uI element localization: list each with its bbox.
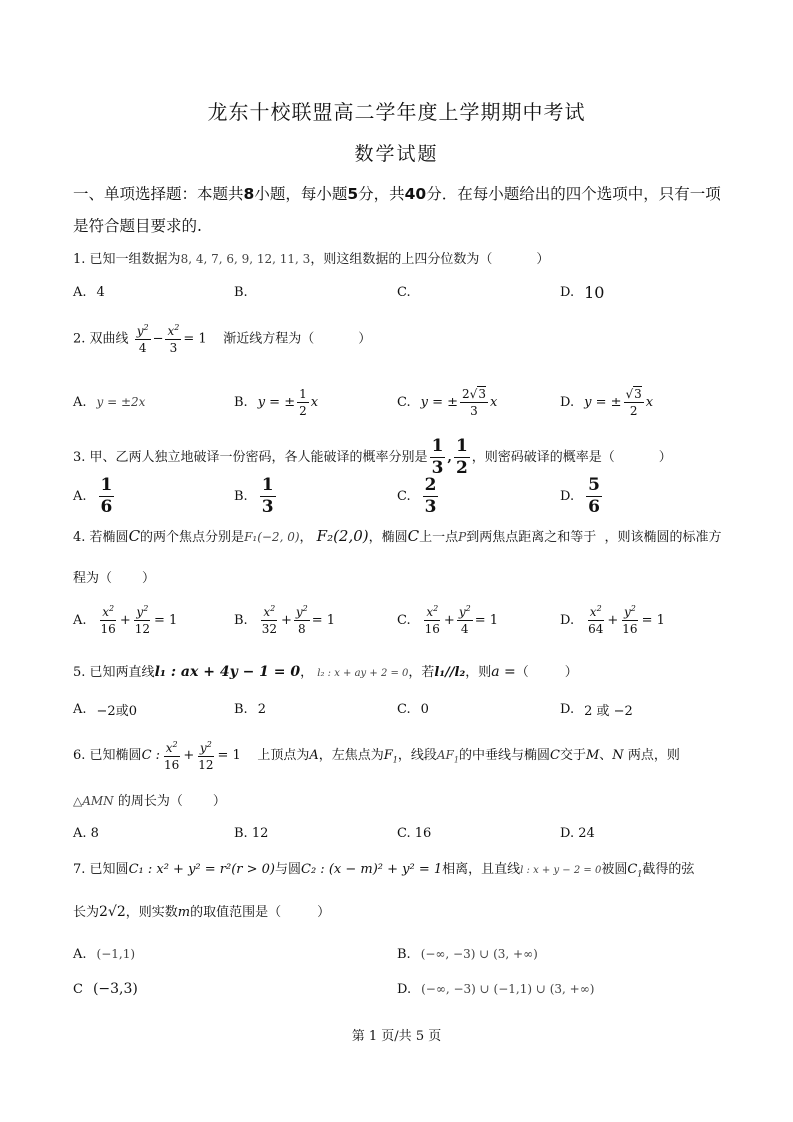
option-value: y = ± [420,394,459,410]
question-number: 4. [73,530,86,545]
question-5-options [73,692,733,726]
section-text: 一、单项选择题：本题共 [73,185,244,203]
paren-close: ） [358,331,372,347]
question-1 [73,249,733,270]
option-value: 8 [90,825,99,841]
option-value: (−∞, −3) ∪ (−1,1) ∪ (3, +∞) [421,982,595,996]
question-number: 2. [73,331,86,347]
section-text: 小题，每小题 [254,185,348,203]
question-text: ，左焦点为 [318,748,384,763]
fraction: $\frac{x^2}{3}$ [167,323,180,355]
option-b[interactable] [234,816,268,850]
line-1: l₁ : ax + 4y − 1 = 0 [154,664,301,680]
option-value: −2或0 [96,703,137,719]
option-label: B. [234,284,248,300]
option-label: A. [73,612,87,628]
option-d[interactable] [397,972,594,1006]
option-d[interactable] [560,816,595,850]
option-b[interactable]: B. y = ± $\frac{1}{2}$ x [234,386,319,418]
option-a[interactable] [73,816,99,850]
option-label: D. [560,825,575,841]
option-value: 24 [578,825,595,841]
data-set: 8, 4, 7, 6, 9, 12, 11, 3 [180,252,311,266]
question-count: 8 [243,185,255,203]
question-2-options [73,385,733,419]
option-label: A. [73,284,87,300]
option-value: (−1,1) [96,947,136,961]
option-value: (−3,3) [92,981,138,997]
option-c[interactable] [397,474,440,517]
option-value: 10 [584,282,605,302]
option-value: 4 [96,284,105,300]
question-1-options [73,275,733,309]
question-number: 3. [73,450,86,465]
question-text: ，线段 [397,748,437,763]
focus-2: F₂(2,0) [316,527,369,545]
points-each: 5 [347,185,359,203]
fraction: $\frac{√3}{2}$ [625,386,642,418]
fraction: $\frac{1}{3}$ [431,436,444,478]
option-label: B. [234,488,248,504]
option-label: A. [73,488,87,504]
option-c[interactable]: C. $\frac{x^2}{16}$ + $\frac{y^2}{4}$ = 1 [397,604,498,636]
question-text: 到两焦点距离之和等于 [466,530,597,545]
option-value: 16 [414,825,432,841]
option-b[interactable]: B. $\frac{x^2}{32}$ + $\frac{y^2}{8}$ = 1 [234,604,336,636]
option-value: y = ±2x [96,395,146,409]
question-text: 的两个焦点分别是 [140,530,245,545]
question-text: ，则 [465,665,492,680]
question-4: 4. 若椭圆C的两个焦点分别是F₁(−2, 0)， F₂(2,0)，椭圆C上一点P到两焦点距离之和等于 ，则该椭圆的标准方程为（ ） [73,527,722,586]
question-text: 与圆 [275,862,302,877]
option-d[interactable] [560,692,633,726]
option-a[interactable] [73,275,105,309]
option-value: (−∞, −3) ∪ (3, +∞) [420,947,538,961]
fraction: $\frac{1}{6}$ [100,474,113,517]
question-7-options-row1 [73,937,733,971]
question-text: 交于 [559,748,586,763]
option-c[interactable] [397,275,421,309]
line-2: l₂ : x + ay + 2 = 0 [317,668,409,679]
question-text: 已知圆 [89,862,129,877]
option-label: C. [397,825,411,841]
option-label: A. [73,946,87,962]
option-a[interactable] [73,385,145,419]
option-c[interactable] [397,692,429,726]
question-7-cont: 长为2√2，则实数m的取值范围是（ ） [73,904,331,920]
fraction: $\frac{1}{3}$ [261,474,274,517]
focus-1: F₁(−2, 0) [244,530,300,544]
option-label: B. [234,394,248,410]
question-text: 已知两直线 [89,665,155,680]
option-label: C. [397,488,411,504]
paren-close: ） [658,450,672,465]
option-value: y = ± [257,394,296,410]
paren-close: ） [317,905,331,920]
chord-length: 2√2 [99,904,126,920]
option-label: C. [397,284,411,300]
option-c[interactable] [397,816,431,850]
exam-subject: 数学试题 [354,143,439,165]
option-value: 12 [251,825,269,841]
option-label: C [73,981,83,997]
parallel-condition: l₁//l₂ [434,665,466,680]
option-a[interactable] [73,937,135,971]
option-b[interactable] [234,692,266,726]
question-text: 双曲线 [89,331,129,347]
question-text: ，则实数 [125,905,178,920]
question-number: 5. [73,665,86,680]
option-label: A. [73,701,87,717]
question-text: 被圆 [601,862,628,877]
option-d[interactable]: D. y = ± $\frac{√3}{2}$ x [560,386,654,418]
question-text: ，则该椭圆的标准方程为（ [73,530,722,586]
question-4-options [73,601,733,639]
a-equals: a = [491,664,516,680]
question-5: 5. 已知两直线l₁ : ax + 4y − 1 = 0， l₂ : x + ay + 2 = 0，若l₁//l₂，则a =（ ） [73,664,578,680]
option-label: B. [234,825,248,841]
question-text: 的周长为（ [117,794,183,809]
fraction: $\frac{y^2}{4}$ [136,323,149,355]
question-text: （ [515,665,529,680]
option-label: B. [397,946,411,962]
question-text: 若椭圆 [89,530,129,545]
option-value: 2 [257,701,266,717]
option-b[interactable] [397,937,538,971]
fraction: $\frac{5}{6}$ [588,474,600,517]
question-text: 的中垂线与椭圆 [458,748,550,763]
triangle: △AMN [73,794,114,808]
option-label: D. [560,701,575,717]
circle-1: C₁ : x² + y² = r²(r > 0) [128,862,275,877]
option-label: D. [560,394,575,410]
question-text: 甲、乙两人独立地破译一份密码，各人能破译的概率分别是 [89,450,428,465]
section-text: 分，共 [358,185,405,203]
question-text: 已知一组数据为 [89,252,181,267]
paren-close: ） [142,571,156,586]
option-b[interactable] [234,474,278,517]
option-label: D. [397,981,412,997]
option-label: C. [397,701,411,717]
option-label: D. [560,488,575,504]
question-text: ，则这组数据的上四分位数为（ [310,252,493,267]
section-text: 分．在每小题给出的四个选项中，只有一项是符合题目要求的. [73,185,721,235]
option-b[interactable] [234,275,258,309]
option-label: B. [234,612,248,628]
option-label: D. [560,612,575,628]
exam-title: 龙东十校联盟高二学年度上学期期中考试 [207,100,586,124]
question-text: 已知椭圆 [89,748,142,763]
option-value: 2 或 −2 [584,703,633,719]
paren-close: ） [536,252,550,267]
question-6-cont [73,791,733,812]
question-6-options [73,816,733,850]
question-7: 7. 已知圆C₁ : x² + y² = r²(r > 0)与圆C₂ : (x − m)² + y² = 1相离，且直线l : x + y − 2 = 0被圆$C_1$截得的弦 [73,862,695,879]
option-label: C. [397,612,411,628]
question-text: ，则密码破译的概率是（ [471,450,615,465]
fraction: $\frac{1}{2}$ [299,386,307,418]
option-label: A. [73,825,87,841]
question-number: 6. [73,748,86,763]
option-d[interactable] [560,275,604,309]
question-text: 上顶点为 [257,748,310,763]
option-value: 0 [420,701,429,717]
fraction: $\frac{1}{2}$ [455,436,468,478]
question-text: 上一点 [419,530,459,545]
paren-close: ） [564,665,578,680]
question-text: 渐近线方程为（ [223,331,315,347]
question-3: 3. 甲、乙两人独立地破译一份密码，各人能破译的概率分别是 $\frac{1}{3}$ , $\frac{1}{2}$ ，则密码破译的概率是（ ） [73,436,672,478]
option-a[interactable] [73,474,116,517]
question-3-options [73,474,733,517]
question-text: ，若 [408,665,435,680]
option-label: A. [73,394,87,410]
option-label: C. [397,394,411,410]
points-total: 40 [404,185,427,203]
question-text: 两点，则 [627,748,680,763]
option-a[interactable]: A. $\frac{x^2}{16}$ + $\frac{y^2}{12}$ = 1 [73,604,178,636]
section-instructions [73,178,723,242]
option-value: y = ± [584,394,622,410]
question-2: 2. 双曲线 $\frac{y^2}{4}$ − $\frac{x^2}{3}$ = 1 渐近线方程为（ ） [73,323,372,355]
paren-close: ） [212,794,226,809]
question-text: ，椭圆 [368,530,408,545]
option-label: B. [234,701,248,717]
option-label: D. [560,284,575,300]
fraction: $\frac{2√3}{3}$ [462,386,486,418]
question-7-options-row2 [73,972,733,1006]
question-6: 6. 已知椭圆C : $\frac{x^2}{16}$ + $\frac{y^2}{12}$ = 1 上顶点为A，左焦点为$F_1$，线段$AF_1$的中垂线与椭圆C交于M、N 两点，则 [73,739,680,772]
option-c[interactable] [73,972,138,1006]
option-d[interactable]: D. $\frac{x^2}{64}$ + $\frac{y^2}{16}$ = 1 [560,604,665,636]
fraction: $\frac{2}{3}$ [424,474,437,517]
question-number: 1. [73,252,86,267]
option-d[interactable] [560,474,604,517]
question-text: 相离，且直线 [442,862,521,877]
option-c[interactable]: C. y = ± $\frac{2√3}{3}$ x [397,386,498,418]
circle-2: C₂ : (x − m)² + y² = 1 [301,862,443,877]
page-footer: 第 1 页/共 5 页 [351,1029,442,1044]
line-l: l : x + y − 2 = 0 [520,865,602,876]
question-number: 7. [73,862,86,877]
option-a[interactable] [73,692,137,726]
question-text: 的取值范围是（ [190,905,282,920]
